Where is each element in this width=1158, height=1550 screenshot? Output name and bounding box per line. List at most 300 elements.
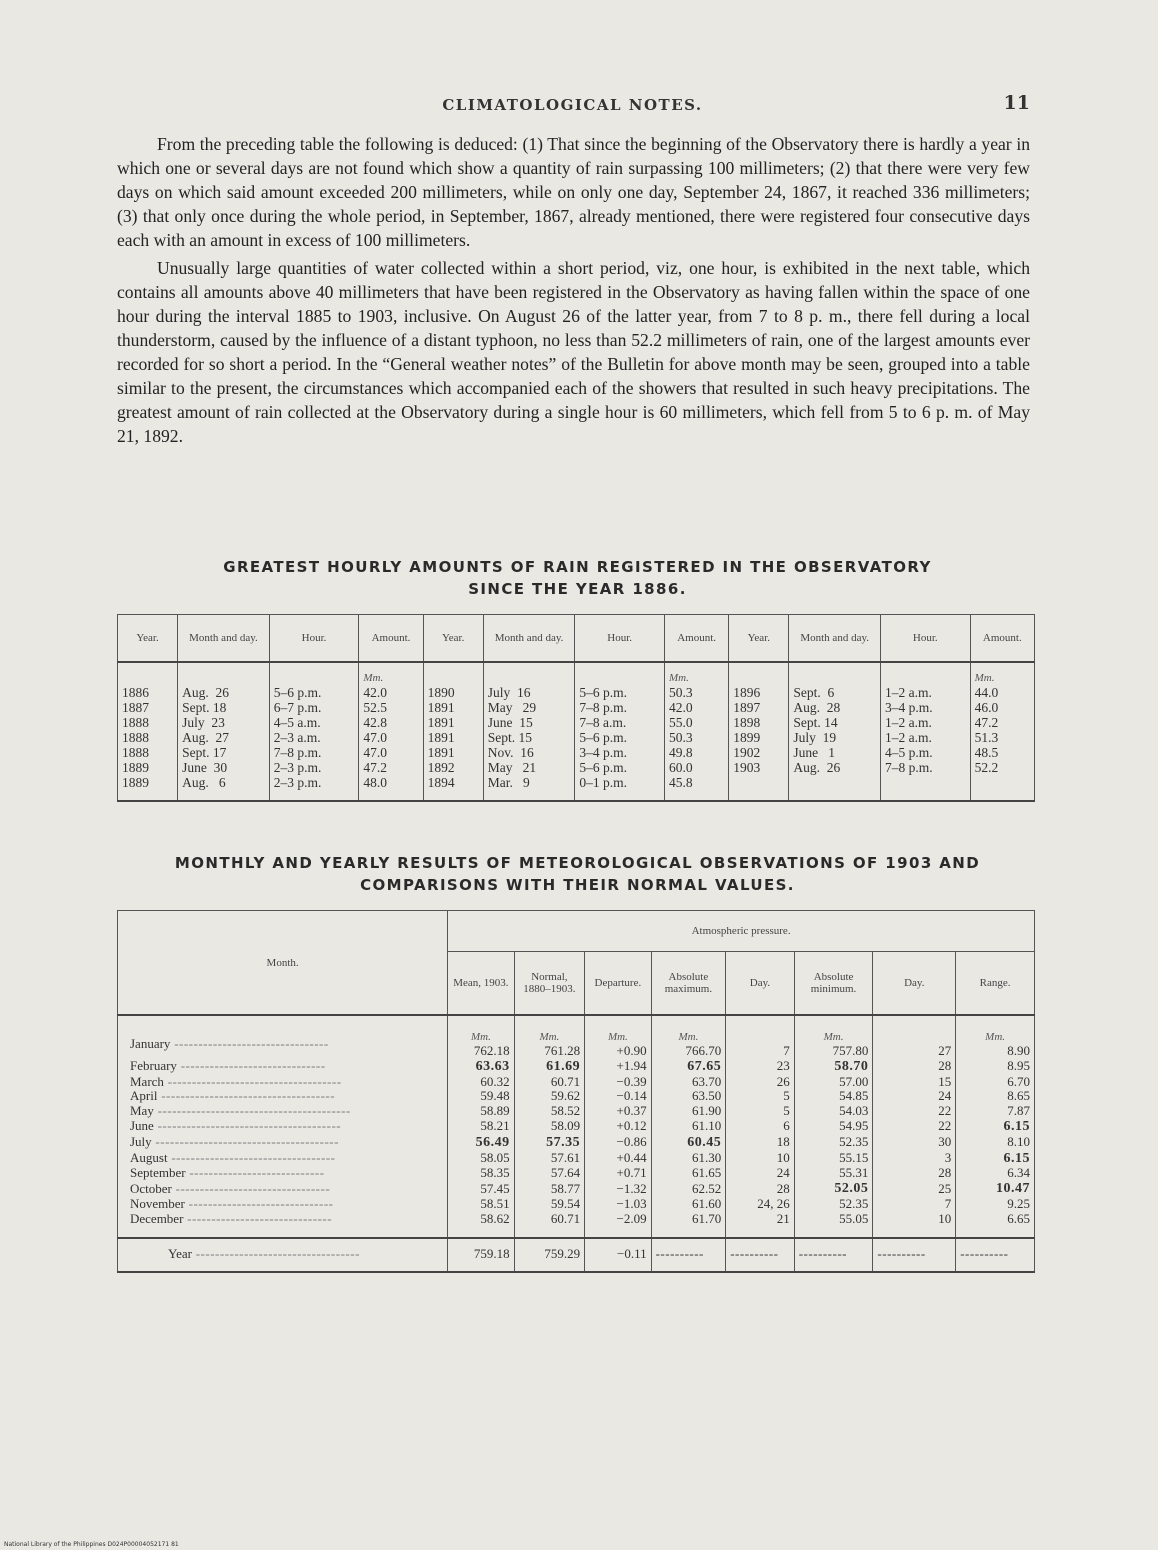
cell-min bbox=[794, 1181, 873, 1197]
cell-value: 6.70 bbox=[1007, 1073, 1030, 1089]
cell-mean bbox=[448, 1166, 514, 1181]
cell-min bbox=[794, 1212, 873, 1238]
cell-value: 61.60 bbox=[691, 1195, 722, 1211]
leader-dots: ------------------------------------ bbox=[163, 1073, 342, 1089]
amounts-group-1: Mm. 42.0 52.5 42.8 47.0 47.0 47.2 48.0 bbox=[359, 662, 423, 801]
years-group-3: 1896 1897 1898 1899 1902 1903 bbox=[729, 662, 789, 801]
cell-normal bbox=[514, 1135, 585, 1151]
table-row bbox=[118, 1089, 1035, 1104]
cell-departure bbox=[585, 1151, 651, 1167]
month-label: February bbox=[130, 1058, 177, 1074]
cell-value: 18 bbox=[776, 1134, 790, 1150]
cell-value: 759.29 bbox=[544, 1245, 581, 1261]
cell-value: 63.63 bbox=[475, 1058, 510, 1074]
cell-normal bbox=[514, 1059, 585, 1075]
cell-range bbox=[956, 1212, 1035, 1238]
cell-value: 67.65 bbox=[687, 1058, 722, 1074]
table2-title-line2: COMPARISONS WITH THEIR NORMAL VALUES. bbox=[360, 876, 795, 894]
table-row bbox=[118, 1197, 1035, 1212]
col-min-day: Day. bbox=[873, 952, 956, 1016]
cell-value: 5 bbox=[783, 1103, 790, 1119]
cell-value: 28 bbox=[938, 1165, 952, 1181]
cell-value: 58.89 bbox=[480, 1103, 510, 1119]
cell-normal bbox=[514, 1181, 585, 1197]
cell-value: 62.52 bbox=[691, 1180, 722, 1196]
cell-min bbox=[794, 1075, 873, 1090]
cell-normal bbox=[514, 1104, 585, 1119]
cell-value: 8.10 bbox=[1007, 1134, 1030, 1150]
cell-range bbox=[956, 1075, 1035, 1090]
dates-group-3: Sept. 6 Aug. 28 Sept. 14 July 19 June 1 Aug. 26 bbox=[789, 662, 881, 801]
cell-value: 57.35 bbox=[546, 1134, 581, 1150]
month-label: August bbox=[130, 1150, 168, 1166]
month-cell bbox=[118, 1135, 448, 1151]
cell-value: 8.95 bbox=[1007, 1058, 1030, 1074]
cell-normal bbox=[514, 1119, 585, 1135]
cell-value: 60.45 bbox=[687, 1134, 722, 1150]
cell-value: 24 bbox=[938, 1088, 952, 1104]
cell-value: 26 bbox=[776, 1073, 790, 1089]
unit-label: Mm. bbox=[470, 1031, 491, 1043]
col-hour: Hour. bbox=[575, 615, 665, 663]
cell-value: 55.31 bbox=[839, 1165, 869, 1181]
cell-max bbox=[651, 1166, 726, 1181]
cell-value: 54.03 bbox=[839, 1103, 869, 1119]
year-label-cell bbox=[118, 1238, 448, 1273]
cell-value: 28 bbox=[776, 1180, 790, 1196]
table2-title-line1: MONTHLY AND YEARLY RESULTS OF METEOROLOGICAL OBSERVATIONS OF 1903 AND bbox=[174, 854, 981, 872]
month-label: November bbox=[130, 1195, 185, 1211]
table-row bbox=[118, 1015, 1035, 1059]
cell-value: 63.70 bbox=[691, 1073, 722, 1089]
month-cell bbox=[118, 1151, 448, 1167]
cell-value: 57.45 bbox=[480, 1180, 510, 1196]
cell-max bbox=[651, 1181, 726, 1197]
cell-value: +0.12 bbox=[616, 1118, 647, 1134]
table-row bbox=[118, 1212, 1035, 1238]
month-cell bbox=[118, 1212, 448, 1238]
unit-label: Mm. bbox=[985, 1031, 1006, 1043]
cell-range bbox=[956, 1089, 1035, 1104]
cell-range bbox=[956, 1166, 1035, 1181]
cell-value: 28 bbox=[938, 1058, 952, 1074]
month-cell bbox=[118, 1059, 448, 1075]
running-head bbox=[115, 92, 1030, 118]
cell-value: 27 bbox=[938, 1043, 952, 1058]
cell-min-day bbox=[873, 1197, 956, 1212]
leader-dots: -------------------------------- bbox=[170, 1036, 329, 1051]
cell-max-day bbox=[726, 1135, 794, 1151]
month-column-header: Month. bbox=[118, 911, 448, 1016]
cell-value: 7 bbox=[783, 1043, 790, 1058]
cell-min-day bbox=[873, 1135, 956, 1151]
cell-value: 58.70 bbox=[834, 1058, 869, 1074]
year-label: Year bbox=[168, 1245, 192, 1261]
cell-value: 59.54 bbox=[550, 1195, 581, 1211]
cell-mean bbox=[448, 1104, 514, 1119]
cell-value: 762.18 bbox=[473, 1043, 510, 1058]
col-year: Year. bbox=[423, 615, 483, 663]
cell-max-day bbox=[726, 1104, 794, 1119]
cell-value: 60.71 bbox=[550, 1210, 581, 1226]
table-row bbox=[118, 1135, 1035, 1151]
cell-value: 61.10 bbox=[691, 1118, 722, 1134]
cell-value: 54.95 bbox=[839, 1118, 869, 1134]
cell-value: 59.48 bbox=[480, 1088, 510, 1104]
year-cell-departure bbox=[585, 1238, 651, 1273]
col-max-day: Day. bbox=[726, 952, 794, 1016]
empty-dashed-cell: ---------- bbox=[794, 1238, 873, 1273]
cell-value: −0.86 bbox=[616, 1134, 647, 1150]
cell-value: 52.35 bbox=[839, 1134, 869, 1150]
empty-dashed-cell: ---------- bbox=[726, 1238, 794, 1273]
cell-value: 21 bbox=[776, 1210, 790, 1226]
empty-dashed-cell: ---------- bbox=[873, 1238, 956, 1273]
cell-value: 10 bbox=[776, 1150, 790, 1166]
month-cell bbox=[118, 1015, 448, 1059]
month-cell bbox=[118, 1181, 448, 1197]
hours-group-3: 1–2 a.m. 3–4 p.m. 1–2 a.m. 1–2 a.m. 4–5 p.m. 7–8 p.m. bbox=[881, 662, 971, 801]
leader-dots: ---------------------------- bbox=[185, 1165, 325, 1181]
leader-dots: ------------------------------ bbox=[183, 1210, 333, 1226]
year-row bbox=[118, 1238, 1035, 1273]
table-row bbox=[118, 1104, 1035, 1119]
cell-value: 52.05 bbox=[834, 1181, 869, 1197]
cell-value: 761.28 bbox=[544, 1043, 581, 1058]
cell-departure bbox=[585, 1212, 651, 1238]
unit-label: Mm. bbox=[823, 1031, 844, 1043]
cell-value: 25 bbox=[938, 1180, 952, 1196]
cell-value: 58.52 bbox=[550, 1103, 581, 1119]
col-amount: Amount. bbox=[664, 615, 728, 663]
cell-normal bbox=[514, 1089, 585, 1104]
cell-min-day bbox=[873, 1166, 956, 1181]
cell-value: 61.69 bbox=[546, 1058, 581, 1074]
cell-value: 8.65 bbox=[1007, 1088, 1030, 1104]
cell-value: 58.51 bbox=[480, 1195, 510, 1211]
cell-value: 6.65 bbox=[1007, 1210, 1030, 1226]
amounts-group-3: Mm. 44.0 46.0 47.2 51.3 48.5 52.2 bbox=[970, 662, 1034, 801]
cell-value: +0.44 bbox=[616, 1150, 647, 1166]
cell-min-day bbox=[873, 1059, 956, 1075]
cell-value: 60.32 bbox=[480, 1073, 510, 1089]
cell-mean bbox=[448, 1119, 514, 1135]
leader-dots: ---------------------------------- bbox=[167, 1150, 336, 1166]
cell-min bbox=[794, 1197, 873, 1212]
cell-normal bbox=[514, 1015, 585, 1059]
cell-value: −1.32 bbox=[616, 1180, 647, 1196]
table-row bbox=[118, 1059, 1035, 1075]
month-cell bbox=[118, 1166, 448, 1181]
cell-value: 61.90 bbox=[691, 1103, 722, 1119]
col-amount: Amount. bbox=[359, 615, 423, 663]
dates-group-2: July 16 May 29 June 15 Sept. 15 Nov. 16 May 21 Mar. 9 bbox=[483, 662, 575, 801]
cell-mean bbox=[448, 1089, 514, 1104]
leader-dots: ---------------------------------------- bbox=[153, 1103, 351, 1119]
cell-value: 56.49 bbox=[475, 1134, 510, 1150]
cell-departure bbox=[585, 1104, 651, 1119]
cell-value: 57.61 bbox=[550, 1150, 581, 1166]
cell-value: 58.62 bbox=[480, 1210, 510, 1226]
table-row bbox=[118, 1119, 1035, 1135]
dates-group-1: Aug. 26 Sept. 18 July 23 Aug. 27 Sept. 17 June 30 Aug. 6 bbox=[178, 662, 270, 801]
cell-max-day bbox=[726, 1119, 794, 1135]
cell-max-day bbox=[726, 1075, 794, 1090]
cell-value: −0.14 bbox=[616, 1088, 647, 1104]
cell-mean bbox=[448, 1181, 514, 1197]
month-label: June bbox=[130, 1118, 154, 1134]
body-text bbox=[117, 132, 1030, 452]
pressure-table bbox=[117, 910, 1035, 1273]
col-month-day: Month and day. bbox=[483, 615, 575, 663]
table1-title bbox=[120, 556, 1035, 600]
leader-dots: -------------------------------------- bbox=[151, 1134, 339, 1150]
pressure-group-header: Atmospheric pressure. bbox=[448, 911, 1035, 952]
unit-label: Mm. bbox=[607, 1031, 628, 1043]
cell-value: 61.65 bbox=[691, 1165, 722, 1181]
cell-min bbox=[794, 1089, 873, 1104]
month-label: January bbox=[130, 1036, 171, 1051]
col-range: Range. bbox=[956, 952, 1035, 1016]
cell-min bbox=[794, 1104, 873, 1119]
cell-value: 22 bbox=[938, 1118, 952, 1134]
cell-value: 759.18 bbox=[473, 1245, 510, 1261]
cell-value: 6.15 bbox=[1003, 1150, 1030, 1166]
cell-max bbox=[651, 1135, 726, 1151]
col-departure: Departure. bbox=[585, 952, 651, 1016]
empty-dashed-cell: ---------- bbox=[956, 1238, 1035, 1273]
cell-departure bbox=[585, 1166, 651, 1181]
leader-dots: ------------------------------ bbox=[184, 1195, 334, 1211]
table-row bbox=[118, 1151, 1035, 1167]
month-label: April bbox=[130, 1088, 158, 1104]
cell-min bbox=[794, 1151, 873, 1167]
cell-value: +0.90 bbox=[616, 1043, 647, 1058]
cell-value: 757.80 bbox=[832, 1043, 869, 1058]
month-cell bbox=[118, 1197, 448, 1212]
month-cell bbox=[118, 1089, 448, 1104]
col-year: Year. bbox=[118, 615, 178, 663]
cell-min bbox=[794, 1166, 873, 1181]
table1-header-row bbox=[118, 615, 1035, 663]
leader-dots: ------------------------------ bbox=[176, 1058, 326, 1074]
table1-body-row bbox=[118, 662, 1035, 801]
table-row bbox=[118, 1181, 1035, 1197]
cell-departure bbox=[585, 1197, 651, 1212]
table1-title-line2: SINCE THE YEAR 1886. bbox=[468, 580, 687, 598]
cell-min-day bbox=[873, 1075, 956, 1090]
cell-departure bbox=[585, 1135, 651, 1151]
cell-value: 6 bbox=[783, 1118, 790, 1134]
cell-range bbox=[956, 1197, 1035, 1212]
cell-value: 63.50 bbox=[691, 1088, 722, 1104]
col-abs-max: Absolute maximum. bbox=[651, 952, 726, 1016]
col-month-day: Month and day. bbox=[178, 615, 270, 663]
cell-value: 22 bbox=[938, 1103, 952, 1119]
cell-value: 30 bbox=[938, 1134, 952, 1150]
cell-mean bbox=[448, 1075, 514, 1090]
cell-value: 57.00 bbox=[839, 1073, 869, 1089]
cell-max bbox=[651, 1104, 726, 1119]
footer-credit: National Library of the Philippines D024P00004052171 81 bbox=[4, 1541, 179, 1548]
table2-header-row-top bbox=[118, 911, 1035, 952]
unit-label: Mm. bbox=[678, 1031, 699, 1043]
col-amount: Amount. bbox=[970, 615, 1034, 663]
cell-value: 15 bbox=[938, 1073, 952, 1089]
col-normal: Normal, 1880–1903. bbox=[514, 952, 585, 1016]
cell-value: 54.85 bbox=[839, 1088, 869, 1104]
cell-max-day bbox=[726, 1181, 794, 1197]
cell-value: 5 bbox=[783, 1088, 790, 1104]
cell-value: 58.21 bbox=[480, 1118, 510, 1134]
month-label: July bbox=[130, 1134, 152, 1150]
cell-normal bbox=[514, 1197, 585, 1212]
col-abs-min: Absolute minimum. bbox=[794, 952, 873, 1016]
cell-min-day bbox=[873, 1212, 956, 1238]
cell-max-day bbox=[726, 1089, 794, 1104]
cell-value: 61.70 bbox=[691, 1210, 722, 1226]
col-year: Year. bbox=[729, 615, 789, 663]
cell-value: 766.70 bbox=[685, 1043, 722, 1058]
cell-max bbox=[651, 1119, 726, 1135]
cell-max bbox=[651, 1059, 726, 1075]
hours-group-2: 5–6 p.m. 7–8 p.m. 7–8 a.m. 5–6 p.m. 3–4 p.m. 5–6 p.m. 0–1 p.m. bbox=[575, 662, 665, 801]
cell-max bbox=[651, 1015, 726, 1059]
table-row bbox=[118, 1075, 1035, 1090]
month-label: March bbox=[130, 1073, 164, 1089]
cell-value: 7 bbox=[944, 1195, 952, 1211]
cell-value: 58.09 bbox=[550, 1118, 581, 1134]
cell-value: +0.71 bbox=[616, 1165, 647, 1181]
cell-min-day bbox=[873, 1104, 956, 1119]
month-label: May bbox=[130, 1103, 154, 1119]
cell-range bbox=[956, 1181, 1035, 1197]
cell-departure bbox=[585, 1089, 651, 1104]
hours-group-1: 5–6 p.m. 6–7 p.m. 4–5 a.m. 2–3 a.m. 7–8 p.m. 2–3 p.m. 2–3 p.m. bbox=[269, 662, 359, 801]
cell-value: 10.47 bbox=[996, 1181, 1030, 1197]
table2-title bbox=[120, 852, 1035, 896]
cell-value: 24, 26 bbox=[757, 1195, 790, 1211]
col-hour: Hour. bbox=[881, 615, 971, 663]
cell-value: +1.94 bbox=[616, 1058, 647, 1074]
table2-body bbox=[118, 1015, 1035, 1272]
cell-max-day bbox=[726, 1197, 794, 1212]
cell-min-day bbox=[873, 1151, 956, 1167]
cell-range bbox=[956, 1119, 1035, 1135]
cell-min bbox=[794, 1059, 873, 1075]
cell-value: 6.15 bbox=[1003, 1118, 1030, 1134]
leader-dots: ------------------------------------ bbox=[157, 1088, 336, 1104]
month-label: October bbox=[130, 1180, 172, 1196]
cell-value: −0.39 bbox=[616, 1073, 647, 1089]
cell-max bbox=[651, 1197, 726, 1212]
cell-value: 59.62 bbox=[550, 1088, 581, 1104]
cell-max-day bbox=[726, 1059, 794, 1075]
cell-value: 3 bbox=[944, 1150, 952, 1166]
cell-mean bbox=[448, 1059, 514, 1075]
cell-range bbox=[956, 1104, 1035, 1119]
col-month-day: Month and day. bbox=[789, 615, 881, 663]
cell-max-day bbox=[726, 1015, 794, 1059]
leader-dots: -------------------------------------- bbox=[153, 1118, 342, 1134]
cell-value: −0.11 bbox=[616, 1245, 647, 1261]
unit-label: Mm. bbox=[539, 1031, 560, 1043]
month-cell bbox=[118, 1075, 448, 1090]
month-label: December bbox=[130, 1210, 184, 1226]
cell-mean bbox=[448, 1151, 514, 1167]
years-group-1: 1886 1887 1888 1888 1888 1889 1889 bbox=[118, 662, 178, 801]
cell-max bbox=[651, 1151, 726, 1167]
cell-value: 58.35 bbox=[480, 1165, 510, 1181]
cell-range bbox=[956, 1151, 1035, 1167]
leader-dots: ---------------------------------- bbox=[191, 1245, 360, 1261]
cell-value: 9.25 bbox=[1007, 1195, 1030, 1211]
paragraph-1: From the preceding table the following is deduced: (1) That since the beginning of the Observatory there is hardly a year in which one or several days are not found which show a quantity of rain surpassing 100 millimeters; (2) that there were very few days on which said amount exceeded 200 millimeters, while on only one day, September 24, 1867, it reached 336 millimeters; (3) that only once during the whole period, in September, 1867, already mentioned, there were registered four consecutive days each with an amount in excess of 100 millimeters. bbox=[117, 134, 1030, 250]
cell-value: 24 bbox=[776, 1165, 790, 1181]
cell-min-day bbox=[873, 1181, 956, 1197]
cell-normal bbox=[514, 1075, 585, 1090]
cell-range bbox=[956, 1135, 1035, 1151]
year-cell-mean bbox=[448, 1238, 514, 1273]
cell-max-day bbox=[726, 1151, 794, 1167]
cell-mean bbox=[448, 1212, 514, 1238]
running-title: CLIMATOLOGICAL NOTES. bbox=[442, 96, 703, 114]
cell-range bbox=[956, 1015, 1035, 1059]
hourly-rain-table bbox=[117, 614, 1035, 802]
paragraph-2: Unusually large quantities of water collected within a short period, viz, one hour, is exhibited in the next table, which contains all amounts above 40 millimeters that have been registered in the Observatory as having fallen within the space of one hour during the interval 1885 to 1903, inclusive. On August 26 of the latter year, from 7 to 8 p. m., there fell during a local thunderstorm, caused by the influence of a distant typhoon, no less than 52.2 millimeters of rain, one of the largest amounts ever recorded for so short a period. In the “General weather notes” of the Bulletin for above month may be seen, grouped into a table similar to the present, the circumstances which accompanied each of the showers that resulted in such heavy precipitations. The greatest amount of rain collected at the Observatory during a single hour is 60 millimeters, which fell from 5 to 6 p. m. of May 21, 1892. bbox=[117, 258, 1030, 446]
cell-departure bbox=[585, 1075, 651, 1090]
cell-value: 58.77 bbox=[550, 1180, 581, 1196]
year-cell-normal bbox=[514, 1238, 585, 1273]
page-number: 11 bbox=[1003, 92, 1030, 114]
col-hour: Hour. bbox=[269, 615, 359, 663]
cell-value: 58.05 bbox=[480, 1150, 510, 1166]
cell-departure bbox=[585, 1059, 651, 1075]
cell-min bbox=[794, 1119, 873, 1135]
table1-title-line1: GREATEST HOURLY AMOUNTS OF RAIN REGISTERED IN THE OBSERVATORY bbox=[223, 558, 932, 576]
cell-min-day bbox=[873, 1119, 956, 1135]
cell-max bbox=[651, 1212, 726, 1238]
cell-mean bbox=[448, 1015, 514, 1059]
cell-normal bbox=[514, 1212, 585, 1238]
table-row bbox=[118, 1166, 1035, 1181]
cell-value: 55.05 bbox=[839, 1210, 869, 1226]
col-mean: Mean, 1903. bbox=[448, 952, 514, 1016]
amounts-group-2: Mm. 50.3 42.0 55.0 50.3 49.8 60.0 45.8 bbox=[664, 662, 728, 801]
cell-range bbox=[956, 1059, 1035, 1075]
month-cell bbox=[118, 1104, 448, 1119]
cell-mean bbox=[448, 1135, 514, 1151]
cell-value: −2.09 bbox=[616, 1210, 647, 1226]
cell-value: 7.87 bbox=[1007, 1103, 1030, 1119]
month-cell bbox=[118, 1119, 448, 1135]
cell-normal bbox=[514, 1151, 585, 1167]
cell-max bbox=[651, 1089, 726, 1104]
cell-value: 61.30 bbox=[691, 1150, 722, 1166]
month-label: September bbox=[130, 1165, 186, 1181]
cell-departure bbox=[585, 1119, 651, 1135]
empty-dashed-cell: ---------- bbox=[651, 1238, 726, 1273]
cell-departure bbox=[585, 1181, 651, 1197]
cell-value: 6.34 bbox=[1007, 1165, 1030, 1181]
cell-value: 52.35 bbox=[839, 1195, 869, 1211]
cell-value: +0.37 bbox=[616, 1103, 647, 1119]
cell-min-day bbox=[873, 1015, 956, 1059]
cell-departure bbox=[585, 1015, 651, 1059]
cell-min-day bbox=[873, 1089, 956, 1104]
cell-max-day bbox=[726, 1166, 794, 1181]
cell-value: 10 bbox=[938, 1210, 952, 1226]
